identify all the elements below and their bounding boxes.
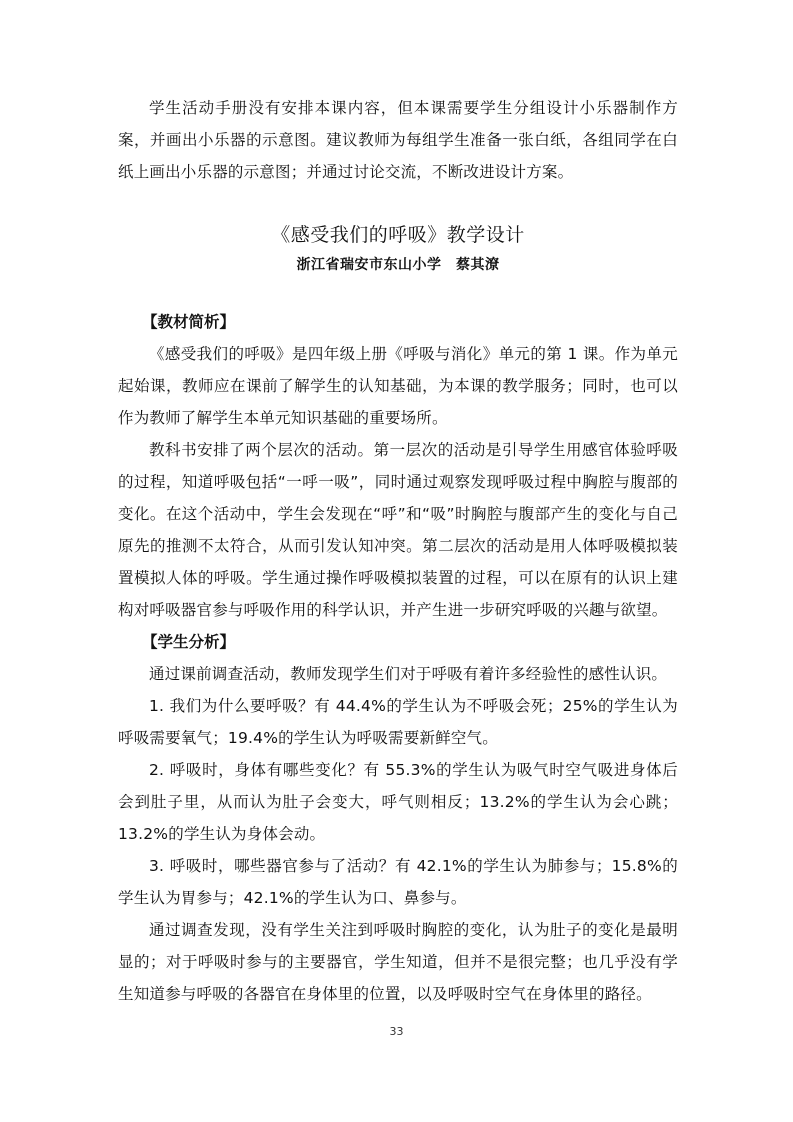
spacer [118,276,678,306]
survey-item-3: 3. 呼吸时，哪些器官参与了活动？有 42.1%的学生认为肺参与；15.8%的学生认为胃参与；42.1%的学生认为口、鼻参与。 [118,857,678,907]
survey-item-1: 1. 我们为什么要呼吸？有 44.4%的学生认为不呼吸会死；25%的学生认为呼吸需要氧气；19.4%的学生认为呼吸需要新鲜空气。 [118,697,678,747]
textbook-analysis-paragraph-1: 《感受我们的呼吸》是四年级上册《呼吸与消化》单元的第 1 课。作为单元起始课，教师应在课前了解学生的认知基础，为本课的教学服务；同时，也可以作为教师了解学生本单元知识基础的重要场所。 [118,345,678,427]
textbook-analysis-paragraph-2: 教科书安排了两个层次的活动。第一层次的活动是引导学生用感官体验呼吸的过程，知道呼吸包括“一呼一吸”，同时通过观察发现呼吸过程中胸腔与腹部的变化。在这个活动中，学生会发现在“呼”和“吸”时胸腔与腹部产生的变化与自己原先的推测不太符合，从而引发认知冲突。第二层次的活动是用人体呼吸模拟装置模拟人体的呼吸。学生通过操作呼吸模拟装置的过程，可以在原有的认识上建构对呼吸器官参与呼吸作用的科学认识，并产生进一步研究呼吸的兴趣与欲望。 [118,441,678,619]
lesson-title: 《感受我们的呼吸》教学设计 [271,224,525,246]
student-analysis-conclusion: 通过调查发现，没有学生关注到呼吸时胸腔的变化，认为肚子的变化是最明显的；对于呼吸时参与的主要器官，学生知道，但并不是很完整；也几乎没有学生知道参与呼吸的各器官在身体里的位置，以及呼吸时空气在身体里的路径。 [118,921,678,1003]
page-number: 33 [389,1025,404,1038]
section-heading-textbook-analysis: 【教材简析】 [142,313,236,331]
section-heading-student-analysis: 【学生分析】 [142,633,236,651]
student-analysis-paragraph-1: 通过课前调查活动，教师发现学生们对于呼吸有着许多经验性的感性认识。 [149,665,668,683]
author-line: 浙江省瑞安市东山小学 蔡其潦 [296,257,500,273]
survey-item-2: 2. 呼吸时，身体有哪些变化？有 55.3%的学生认为吸气时空气吸进身体后会到肚子里，从而认为肚子会变大，呼气则相反；13.2%的学生认为会心跳；13.2%的学生认为身体会动。 [118,761,678,843]
intro-paragraph: 学生活动手册没有安排本课内容，但本课需要学生分组设计小乐器制作方案，并画出小乐器的示意图。建议教师为每组学生准备一张白纸，各组同学在白纸上画出小乐器的示意图；并通过讨论交流，不断改进设计方案。 [118,99,678,181]
page-content [118,92,678,1010]
